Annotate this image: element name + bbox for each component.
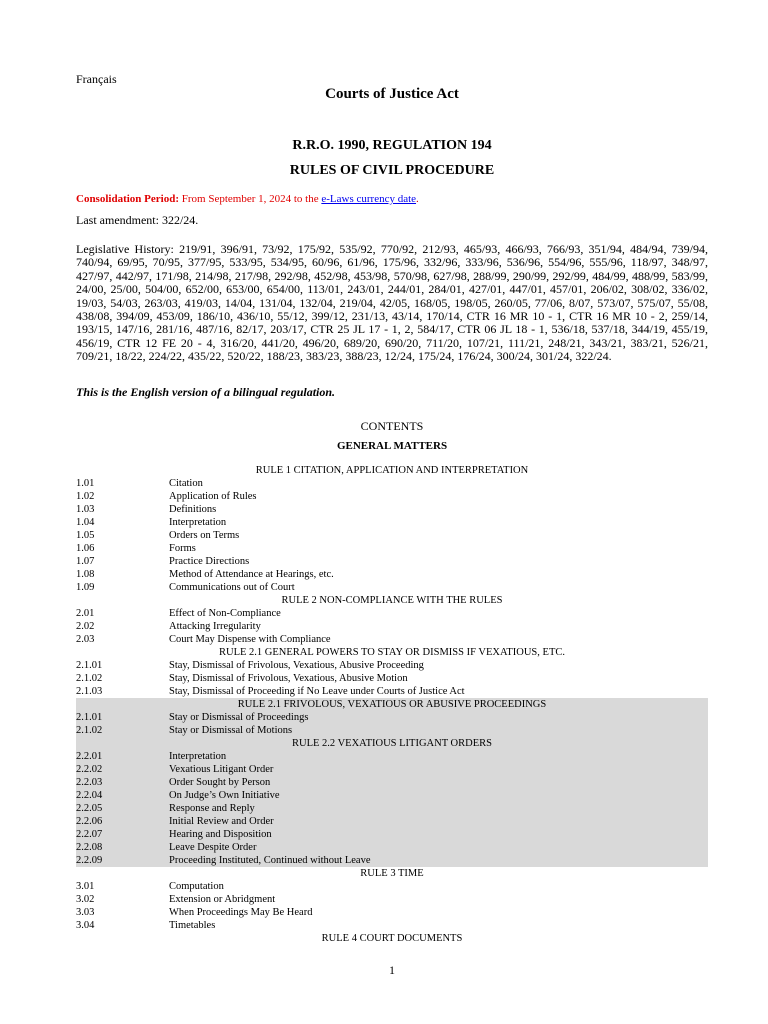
toc-entry-label: Effect of Non-Compliance [169,608,281,619]
toc-entry-label: Hearing and Disposition [169,829,272,840]
consolidation-period [76,193,419,205]
toc-rule-heading: RULE 1 CITATION, APPLICATION AND INTERPRETATION [255,465,529,476]
toc-entry[interactable] [76,516,708,529]
toc-entry-label: Interpretation [169,751,227,762]
toc-entry-label: Stay or Dismissal of Motions [169,725,293,736]
toc-entry-label: Extension or Abridgment [169,894,276,905]
consolidation-label: Consolidation Period: [76,193,179,205]
toc-entry[interactable] [76,685,708,698]
general-matters-heading: GENERAL MATTERS [336,440,448,452]
regulation-title: RULES OF CIVIL PROCEDURE [289,163,495,178]
toc-entry-number: 1.07 [76,556,95,567]
e-laws-currency-link[interactable]: e-Laws currency date [321,193,417,205]
toc-entry[interactable] [76,529,708,542]
toc-entry-label: Response and Reply [169,803,255,814]
toc-entry-label: Interpretation [169,517,227,528]
toc-entry-number: 3.03 [76,907,95,918]
toc-entry-label: Citation [169,478,203,489]
toc-entry-number: 2.03 [76,634,95,645]
toc-rule-heading: RULE 4 COURT DOCUMENTS [321,933,463,944]
toc-entry-number: 2.2.03 [76,777,103,788]
toc-entry-number: 2.2.07 [76,829,103,840]
toc-entry-number: 2.2.06 [76,816,103,827]
toc-entry-label: Application of Rules [169,491,257,502]
toc-entry-number: 1.03 [76,504,95,515]
toc-entry-number: 2.02 [76,621,95,632]
french-version-link[interactable]: Français [76,72,117,86]
toc-entry[interactable] [76,555,708,568]
toc-entry[interactable] [76,802,708,815]
toc-entry[interactable] [76,503,708,516]
toc-entry[interactable] [76,828,708,841]
toc-entry-number: 2.2.04 [76,790,103,801]
toc-entry-label: Stay, Dismissal of Proceeding if No Leave under Courts of Justice Act [169,686,465,697]
toc-entry[interactable] [76,490,708,503]
toc-entry-label: Practice Directions [169,556,250,567]
toc-entry[interactable] [76,711,708,724]
consolidation-text: From September 1, 2024 to the [178,193,322,205]
toc-entry-label: Stay or Dismissal of Proceedings [169,712,309,723]
toc-entry-label: Court May Dispense with Compliance [169,634,331,645]
toc-entry[interactable] [76,659,708,672]
table-of-contents [76,464,708,945]
toc-entry-number: 2.2.08 [76,842,103,853]
toc-entry[interactable] [76,906,708,919]
toc-entry-number: 2.1.03 [76,686,103,697]
toc-entry-number: 2.1.02 [76,725,103,736]
toc-entry[interactable] [76,763,708,776]
toc-entry-label: Order Sought by Person [169,777,271,788]
toc-entry[interactable] [76,672,708,685]
toc-rule-heading: RULE 2.2 VEXATIOUS LITIGANT ORDERS [76,737,708,750]
toc-entry[interactable] [76,607,708,620]
toc-entry[interactable] [76,789,708,802]
toc-entry-label: Definitions [169,504,217,515]
toc-entry-number: 1.05 [76,530,95,541]
toc-entry-label: Proceeding Instituted, Continued without Leave [169,855,371,866]
toc-entry-label: Vexatious Litigant Order [169,764,274,775]
consolidation-end: . [416,193,419,205]
toc-entry[interactable] [76,841,708,854]
toc-entry-label: Stay, Dismissal of Frivolous, Vexatious, Abusive Proceeding [169,660,424,671]
toc-entry-number: 1.06 [76,543,95,554]
toc-entry-number: 3.01 [76,881,95,892]
toc-entry-label: Stay, Dismissal of Frivolous, Vexatious, Abusive Motion [169,673,408,684]
toc-entry-label: When Proceedings May Be Heard [169,907,313,918]
toc-entry[interactable] [76,854,708,867]
toc-entry-number: 2.2.02 [76,764,103,775]
toc-rule-heading: RULE 2.1 GENERAL POWERS TO STAY OR DISMISS IF VEXATIOUS, ETC. [219,647,565,658]
toc-entry[interactable] [76,919,708,932]
toc-entry-number: 2.1.01 [76,712,103,723]
toc-entry[interactable] [76,893,708,906]
regulation-number: R.R.O. 1990, REGULATION 194 [292,138,492,153]
toc-entry[interactable] [76,542,708,555]
toc-entry-number: 2.2.05 [76,803,103,814]
bilingual-note: This is the English version of a bilingual regulation. [76,385,336,399]
toc-entry-label: Method of Attendance at Hearings, etc. [169,569,334,580]
toc-entry[interactable] [76,750,708,763]
toc-entry-number: 3.04 [76,920,95,931]
contents-heading: CONTENTS [360,419,424,433]
toc-rule-heading: RULE 2.1 FRIVOLOUS, VEXATIOUS OR ABUSIVE PROCEEDINGS [76,698,708,711]
last-amendment: Last amendment: 322/24. [76,213,199,227]
toc-entry-label: Communications out of Court [169,582,295,593]
toc-entry-number: 2.2.01 [76,751,103,762]
toc-entry-number: 1.08 [76,569,95,580]
toc-entry-number: 1.09 [76,582,95,593]
toc-entry-label: Forms [169,543,196,554]
toc-entry-label: Initial Review and Order [169,816,274,827]
toc-entry[interactable] [76,724,708,737]
toc-entry[interactable] [76,776,708,789]
toc-entry-label: Leave Despite Order [169,842,257,853]
toc-entry[interactable] [76,633,708,646]
toc-entry-label: Attacking Irregularity [169,621,261,632]
toc-entry[interactable] [76,477,708,490]
toc-rule-heading: RULE 2 NON-COMPLIANCE WITH THE RULES [281,595,503,606]
toc-entry-number: 1.01 [76,478,95,489]
toc-entry-number: 2.01 [76,608,95,619]
toc-entry-number: 2.1.02 [76,673,103,684]
legislative-history: Legislative History: 219/91, 396/91, 73/92, 175/92, 535/92, 770/92, 212/93, 465/93, 466/93, 766/93, 351/94, 484/94, 739/94, 740/94, 69/95, 70/95, 377/95, 533/95, 534/95, 60/96, 61/96, 175/96, 332/96, 333/96, 536/96, 554/96, 555/96, 118/97, 348/97, 427/97, 442/97, 171/98, 214/98, 217/98, 292/98, 452/98, 453/98, 570/98, 627/98, 288/99, 290/99, 292/99, 484/99, 488/99, 583/99, 24/00, 25/00, 504/00, 652/00, 653/00, 654/00, 113/01, 243/01, 244/01, 284/01, 427/01, 447/01, 457/01, 206/02, 308/02, 336/02, 19/03, 54/03, 263/03, 419/03, 14/04, 131/04, 132/04, 219/04, 42/05, 168/05, 198/05, 260/05, 77/06, 8/07, 573/07, 575/07, 55/08, 438/08, 394/09, 453/09, 186/10, 436/10, 55/12, 399/12, 231/13, 43/14, 170/14, CTR 16 MR 10 - 1, CTR 16 MR 10 - 2, 259/14, 193/15, 147/16, 281/16, 487/16, 82/17, 203/17, CTR 25 JL 17 - 1, 2, 584/17, CTR 06 JL 18 - 1, 536/18, 537/18, 344/19, 455/19, 456/19, CTR 12 FE 20 - 4, 316/20, 441/20, 496/20, 689/20, 690/20, 711/20, 107/21, 111/21, 248/21, 343/21, 383/21, 526/21, 709/21, 18/22, 224/22, 435/22, 520/22, 188/23, 383/23, 388/23, 12/24, 175/24, 176/24, 300/24, 301/24, 322/24. [76,242,708,364]
act-title: Courts of Justice Act [325,86,459,102]
toc-entry-number: 1.02 [76,491,95,502]
toc-entry[interactable] [76,620,708,633]
toc-rule-heading: RULE 3 TIME [360,868,424,879]
toc-entry-number: 1.04 [76,517,95,528]
toc-entry[interactable] [76,568,708,581]
toc-entry-number: 2.1.01 [76,660,103,671]
toc-entry-number: 3.02 [76,894,95,905]
toc-entry[interactable] [76,880,708,893]
toc-entry-label: On Judge’s Own Initiative [169,790,280,801]
toc-entry[interactable] [76,581,708,594]
toc-entry-label: Computation [169,881,224,892]
toc-entry-label: Orders on Terms [169,530,240,541]
toc-entry-number: 2.2.09 [76,855,103,866]
page-number: 1 [389,963,395,977]
toc-entry-label: Timetables [169,920,216,931]
toc-entry[interactable] [76,815,708,828]
